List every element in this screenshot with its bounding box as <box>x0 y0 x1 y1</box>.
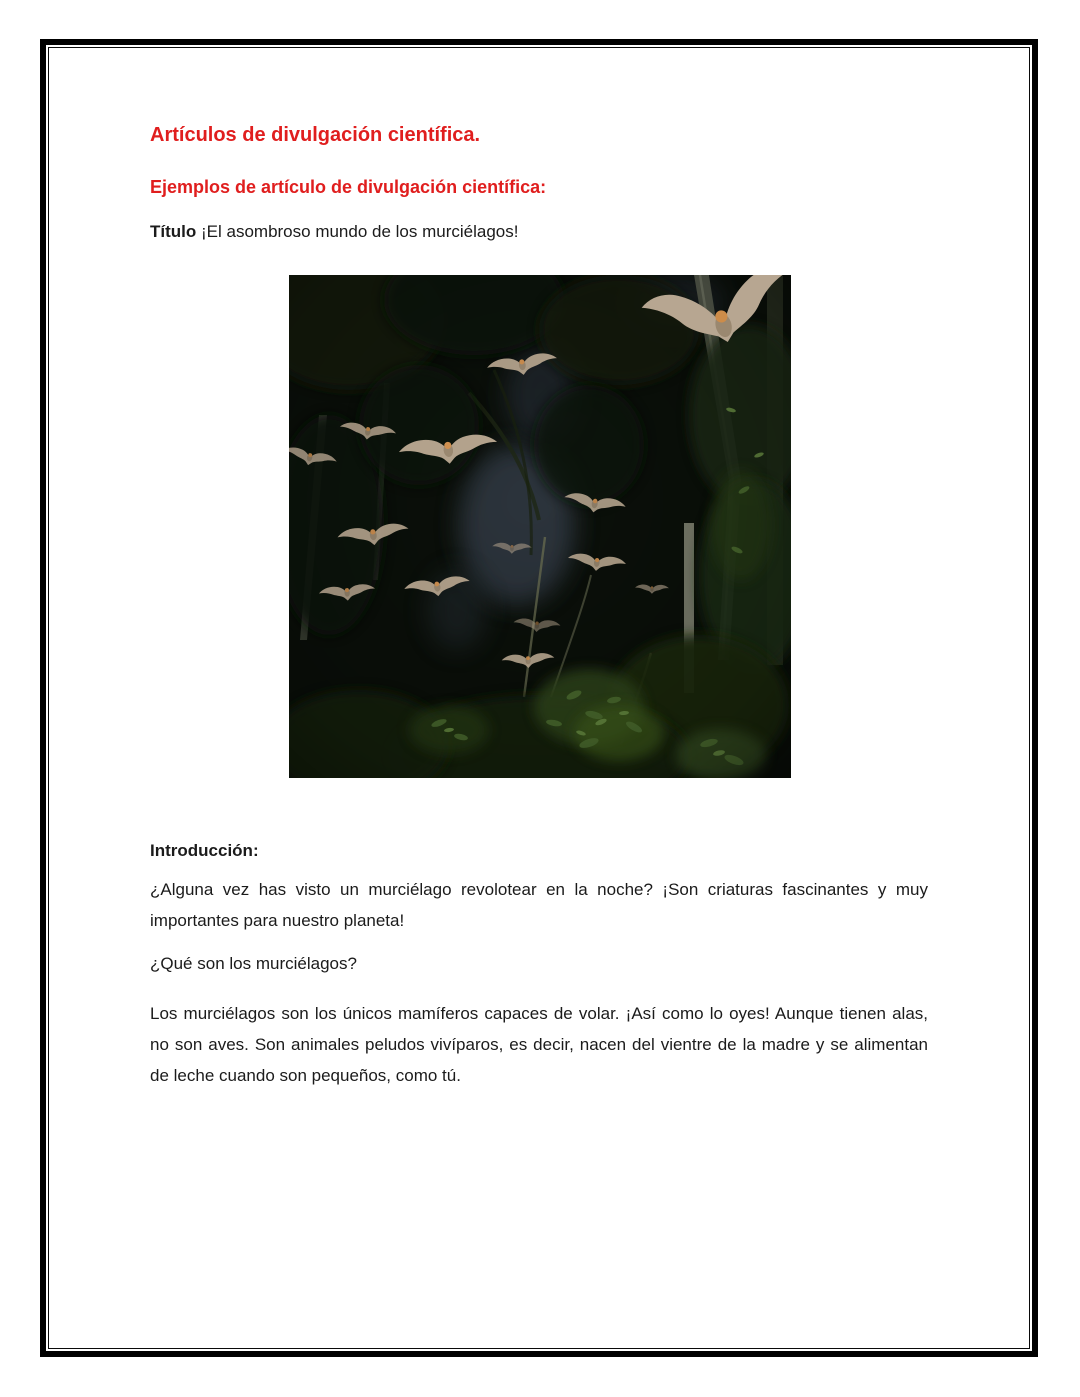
bats-photo <box>289 275 791 778</box>
question-line: ¿Qué son los murciélagos? <box>150 954 357 973</box>
bats-photo-illustration <box>289 275 791 778</box>
intro-paragraph: ¿Alguna vez has visto un murciélago revolotear en la noche? ¡Son criaturas fascinantes y muy importantes para nuestro planeta! <box>150 880 928 930</box>
intro-heading: Introducción: <box>150 841 259 860</box>
article-title-label: Título <box>150 222 197 241</box>
article-title-line <box>150 219 930 245</box>
article-title-text: ¡El asombroso mundo de los murciélagos! <box>201 222 519 241</box>
main-heading: Artículos de divulgación científica. <box>150 124 481 146</box>
sub-heading: Ejemplos de artículo de divulgación científica: <box>150 177 547 197</box>
body-paragraph: Los murciélagos son los únicos mamíferos capaces de volar. ¡Así como lo oyes! Aunque tienen alas, no son aves. Son animales peludos vivíparos, es decir, nacen del vientre de la madre y se alimentan de leche cuando son pequeños, como tú. <box>150 1004 928 1085</box>
